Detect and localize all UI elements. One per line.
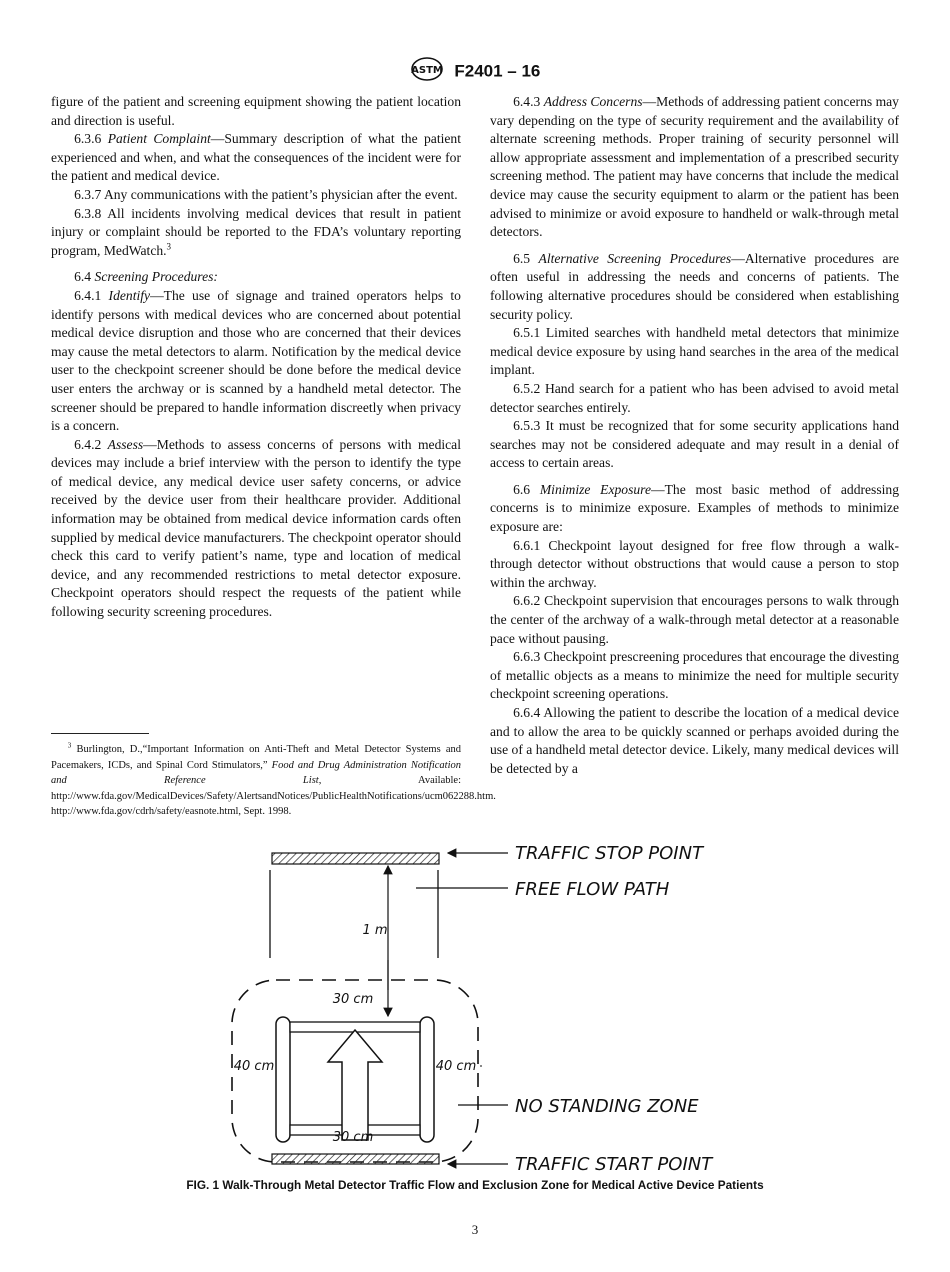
label-top-30cm: 30 cm bbox=[332, 992, 374, 1007]
section-6-6-3: 6.6.3 Checkpoint prescreening procedures that encourage the divesting of metallic objects as a means to minimize the need for multiple security checkpoint screening operations. bbox=[490, 649, 899, 702]
left-column bbox=[51, 93, 461, 622]
section-6-6-4: 6.6.4 Allowing the patient to describe the location of a medical device and to allow the area to be quickly scanned or perhaps avoided during the use of a handheld metal detector device. Likely, many medical devices will be detected by a bbox=[490, 705, 899, 776]
svg-text:ASTM: ASTM bbox=[410, 65, 443, 76]
label-traffic-start-point: TRAFFIC START POINT bbox=[515, 1154, 713, 1175]
section-6-6: 6.6 Minimize Exposure—The most basic method of addressing concerns is to minimize exposure. Examples of methods to minimize exposure are: bbox=[490, 481, 900, 535]
footnote: $^3$ Burlington, D.,“Important Information on Anti-Theft and Metal Detector Systems and Pacemakers, ICDs, and Spinal Cord Stimulators,” Food and Drug Administration Notification and Reference List, Available: http://www.fda.gov/MedicalDevices/Safety/AlertsandNotices/PublicHealthNotifications/ucm062288.htm. http://www.fda.gov/cdrh/safety/easnote.html, Sept. 1998. bbox=[51, 741, 496, 817]
traffic-flow-diagram bbox=[210, 840, 750, 1175]
footnote-divider bbox=[51, 733, 149, 734]
traffic-stop-bar bbox=[272, 853, 439, 864]
section-6-5: 6.5 Alternative Screening Procedures—Alternative procedures are often useful in addressing the needs and concerns of patients. The following alternative procedures should be considered when establishing security policy. bbox=[490, 250, 900, 322]
label-no-standing-zone: NO STANDING ZONE bbox=[515, 1096, 699, 1117]
label-bottom-30cm: 30 cm bbox=[332, 1130, 374, 1145]
traffic-start-bar bbox=[272, 1154, 439, 1164]
section-6-4: 6.4 Screening Procedures: bbox=[74, 269, 218, 285]
section-6-4-1: 6.4.1 Identify—The use of signage and trained operators helps to identify persons with medical devices who are concerned about potential medical device disruption and those who are concerned that their devices may cause the metal detectors to alarm. Notification by the medical device user to the checkpoint screener should be done before the medical device user enters the archway or is scanned by a handheld metal detector. The screener should be prepared to handle information discreetly when privacy is a concern. bbox=[51, 287, 461, 434]
label-free-flow-path: FREE FLOW PATH bbox=[515, 879, 670, 900]
section-6-5-1: 6.5.1 Limited searches with handheld metal detectors that minimize medical device exposure by using hand searches in the area of the medical implant. bbox=[490, 325, 899, 378]
section-6-4-3: 6.4.3 Address Concerns—Methods of addressing patient concerns may vary depending on the type of security requirement and the availability of alternate screening methods. Proper training of security personnel will allow appropriate assessment and implementation of a prescribed security screening method. The patient may have concerns that include the medical device may cause the security equipment to alarm or the patient has been advised to minimize or avoid exposure to handheld or walk-through metal detectors. bbox=[490, 94, 899, 240]
paragraph: figure of the patient and screening equipment showing the patient location and direction is useful. bbox=[51, 94, 461, 128]
label-right-40cm: 40 cm bbox=[435, 1059, 477, 1074]
section-6-3-6: 6.3.6 Patient Complaint—Summary description of what the patient experienced and when, and what the consequences of the incident were for the patient and medical device. bbox=[51, 131, 461, 184]
page-number: 3 bbox=[471, 1222, 479, 1237]
section-6-5-2: 6.5.2 Hand search for a patient who has been advised to avoid metal detector searches entirely. bbox=[490, 380, 899, 415]
archway-right-panel bbox=[420, 1017, 434, 1142]
section-6-6-2: 6.6.2 Checkpoint supervision that encourages persons to walk through the center of the archway of a walk-through metal detector at a reasonable pace without pausing. bbox=[490, 593, 899, 646]
section-6-5-3: 6.5.3 It must be recognized that for some security applications hand searches may not be considered adequate and may result in a denial of access to certain areas. bbox=[490, 418, 899, 471]
footnote-ref: 3 bbox=[166, 241, 172, 252]
section-6-4-2: 6.4.2 Assess—Methods to assess concerns of persons with medical devices may include a brief interview with the person to identify the type of medical device, any medical device user safety concerns, or advice received by the device user from their healthcare provider. Additional information may be obtained from medical device information cards often supplied by medical device manufacturers. The checkpoint operator should check this card to verify patient’s name, type and location of medical device, and any recommended restrictions to metal detector exposure. Checkpoint operators should respect the requests of the patient while following security screening procedures. bbox=[51, 436, 461, 620]
label-traffic-stop-point: TRAFFIC STOP POINT bbox=[515, 843, 704, 864]
figure-1 bbox=[210, 840, 750, 1180]
section-6-6-1: 6.6.1 Checkpoint layout designed for free flow through a walk-through detector without obstructions that would cause a person to stop within the archway. bbox=[490, 537, 899, 590]
label-one-meter: 1 m bbox=[362, 923, 388, 938]
section-6-3-7: 6.3.7 Any communications with the patient’s physician after the event. bbox=[74, 186, 458, 202]
label-left-40cm: 40 cm bbox=[233, 1059, 275, 1074]
direction-arrow-icon bbox=[328, 1030, 382, 1140]
section-6-3-8: 6.3.8 All incidents involving medical devices that result in patient injury or complaint should be reported to the FDA’s voluntary reporting program, MedWatch.$^3$ bbox=[51, 205, 461, 258]
right-column bbox=[490, 93, 899, 778]
astm-logo-icon bbox=[410, 56, 444, 87]
standard-designation: F2401 – 16 bbox=[454, 61, 541, 81]
page-header bbox=[0, 56, 950, 87]
figure-caption: FIG. 1 Walk-Through Metal Detector Traffic Flow and Exclusion Zone for Medical Active Device Patients bbox=[186, 1178, 764, 1192]
archway-left-panel bbox=[276, 1017, 290, 1142]
